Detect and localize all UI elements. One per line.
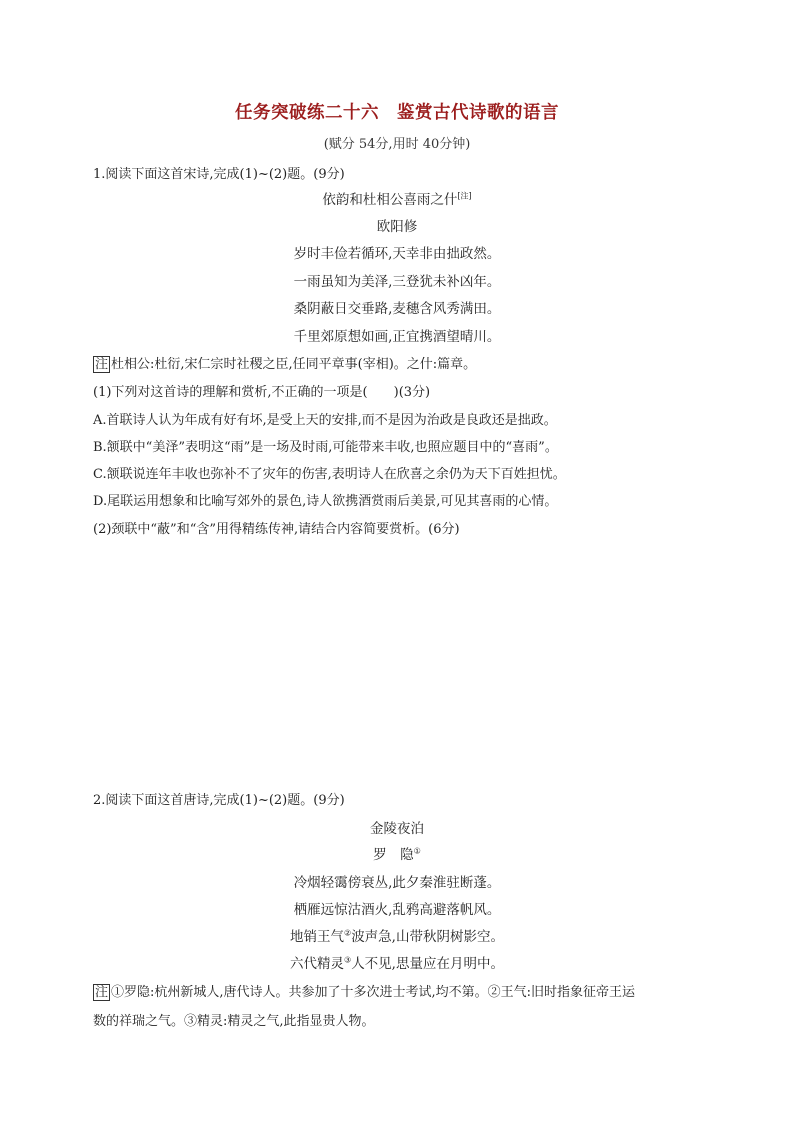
q1-poem-line: 岁时丰俭若循环,天幸非由拙政然。 — [293, 246, 501, 262]
q2-line-text: 六代精灵 — [290, 956, 345, 972]
q2-poem-title: 金陵夜泊 — [370, 821, 424, 837]
q1-sub2: (2)颈联中“蔽”和“含”用得精练传神,请结合内容简要赏析。(6分) — [93, 522, 460, 537]
page-title: 任务突破练二十六 鉴赏古代诗歌的语言 — [235, 103, 559, 123]
q2-poem-line — [0, 952, 794, 972]
q1-poem-title-note: [注] — [457, 191, 472, 201]
q1-option-a: A.首联诗人认为年成有好有坏,是受上天的安排,而不是因为治政是良政还是拙政。 — [93, 413, 557, 428]
q1-option-c: C.颔联说连年丰收也弥补不了灾年的伤害,表明诗人在欣喜之余仍为天下百姓担忧。 — [93, 467, 566, 482]
q2-author-note: ① — [413, 846, 421, 856]
q2-poem-line — [0, 871, 794, 891]
q1-poem-line: 桑阴蔽日交垂路,麦穗含风秀满田。 — [293, 301, 501, 317]
q1-author: 欧阳修 — [376, 219, 418, 235]
q2-line-text: 地销王气 — [290, 929, 345, 945]
q1-note-text: 杜相公:杜衍,宋仁宗时社稷之臣,任同平章事(宰相)。之什:篇章。 — [111, 357, 477, 372]
q1-option-d: D.尾联运用想象和比喻写郊外的景色,诗人欲携酒赏雨后美景,可见其喜雨的心情。 — [93, 494, 558, 509]
q2-line-note: ③ — [344, 955, 352, 965]
q2-poem-line — [0, 898, 794, 918]
q2-author — [0, 843, 794, 863]
q1-sub1: (1)下列对这首诗的理解和赏析,不正确的一项是( )(3分) — [93, 385, 431, 400]
q1-note — [93, 353, 476, 373]
q1-poem-line: 千里郊原想如画,正宜携酒望晴川。 — [293, 329, 501, 345]
note-mark: 注 — [95, 985, 109, 1000]
q2-line-text: 人不见,思量应在月明中。 — [351, 956, 504, 972]
page-subtitle: (赋分 54分,用时 40分钟) — [323, 137, 471, 152]
q1-poem-title-text: 依韵和杜相公喜雨之什 — [322, 192, 458, 208]
q2-line-text: 栖雁远惊沽酒火,乱鸦高避落帆风。 — [293, 902, 501, 918]
q2-poem-line — [0, 925, 794, 945]
q1-stem: 1.阅读下面这首宋诗,完成(1)~(2)题。(9分) — [93, 167, 345, 182]
q2-note-line2: 数的祥瑞之气。③精灵:精灵之气,此指显贵人物。 — [93, 1014, 375, 1029]
q1-poem-line: 一雨虽知为美泽,三登犹未补凶年。 — [293, 274, 501, 290]
q2-line-note: ② — [344, 928, 352, 938]
q2-author-text: 罗 隐 — [373, 847, 414, 863]
q2-note — [93, 981, 635, 1001]
q2-stem: 2.阅读下面这首唐诗,完成(1)~(2)题。(9分) — [93, 793, 345, 808]
q2-note-line1: ①罗隐:杭州新城人,唐代诗人。共参加了十多次进士考试,均不第。②王气:旧时指象征帝王运 — [111, 985, 636, 1000]
q1-option-b: B.颔联中“美泽”表明这“雨”是一场及时雨,可能带来丰收,也照应题目中的“喜雨”。 — [93, 440, 558, 455]
q1-poem-title — [0, 188, 794, 208]
q2-line-text: 波声急,山带秋阴树影空。 — [351, 929, 504, 945]
q2-line-text: 冷烟轻霭傍衰丛,此夕秦淮驻断蓬。 — [293, 875, 501, 891]
note-mark: 注 — [95, 357, 109, 372]
